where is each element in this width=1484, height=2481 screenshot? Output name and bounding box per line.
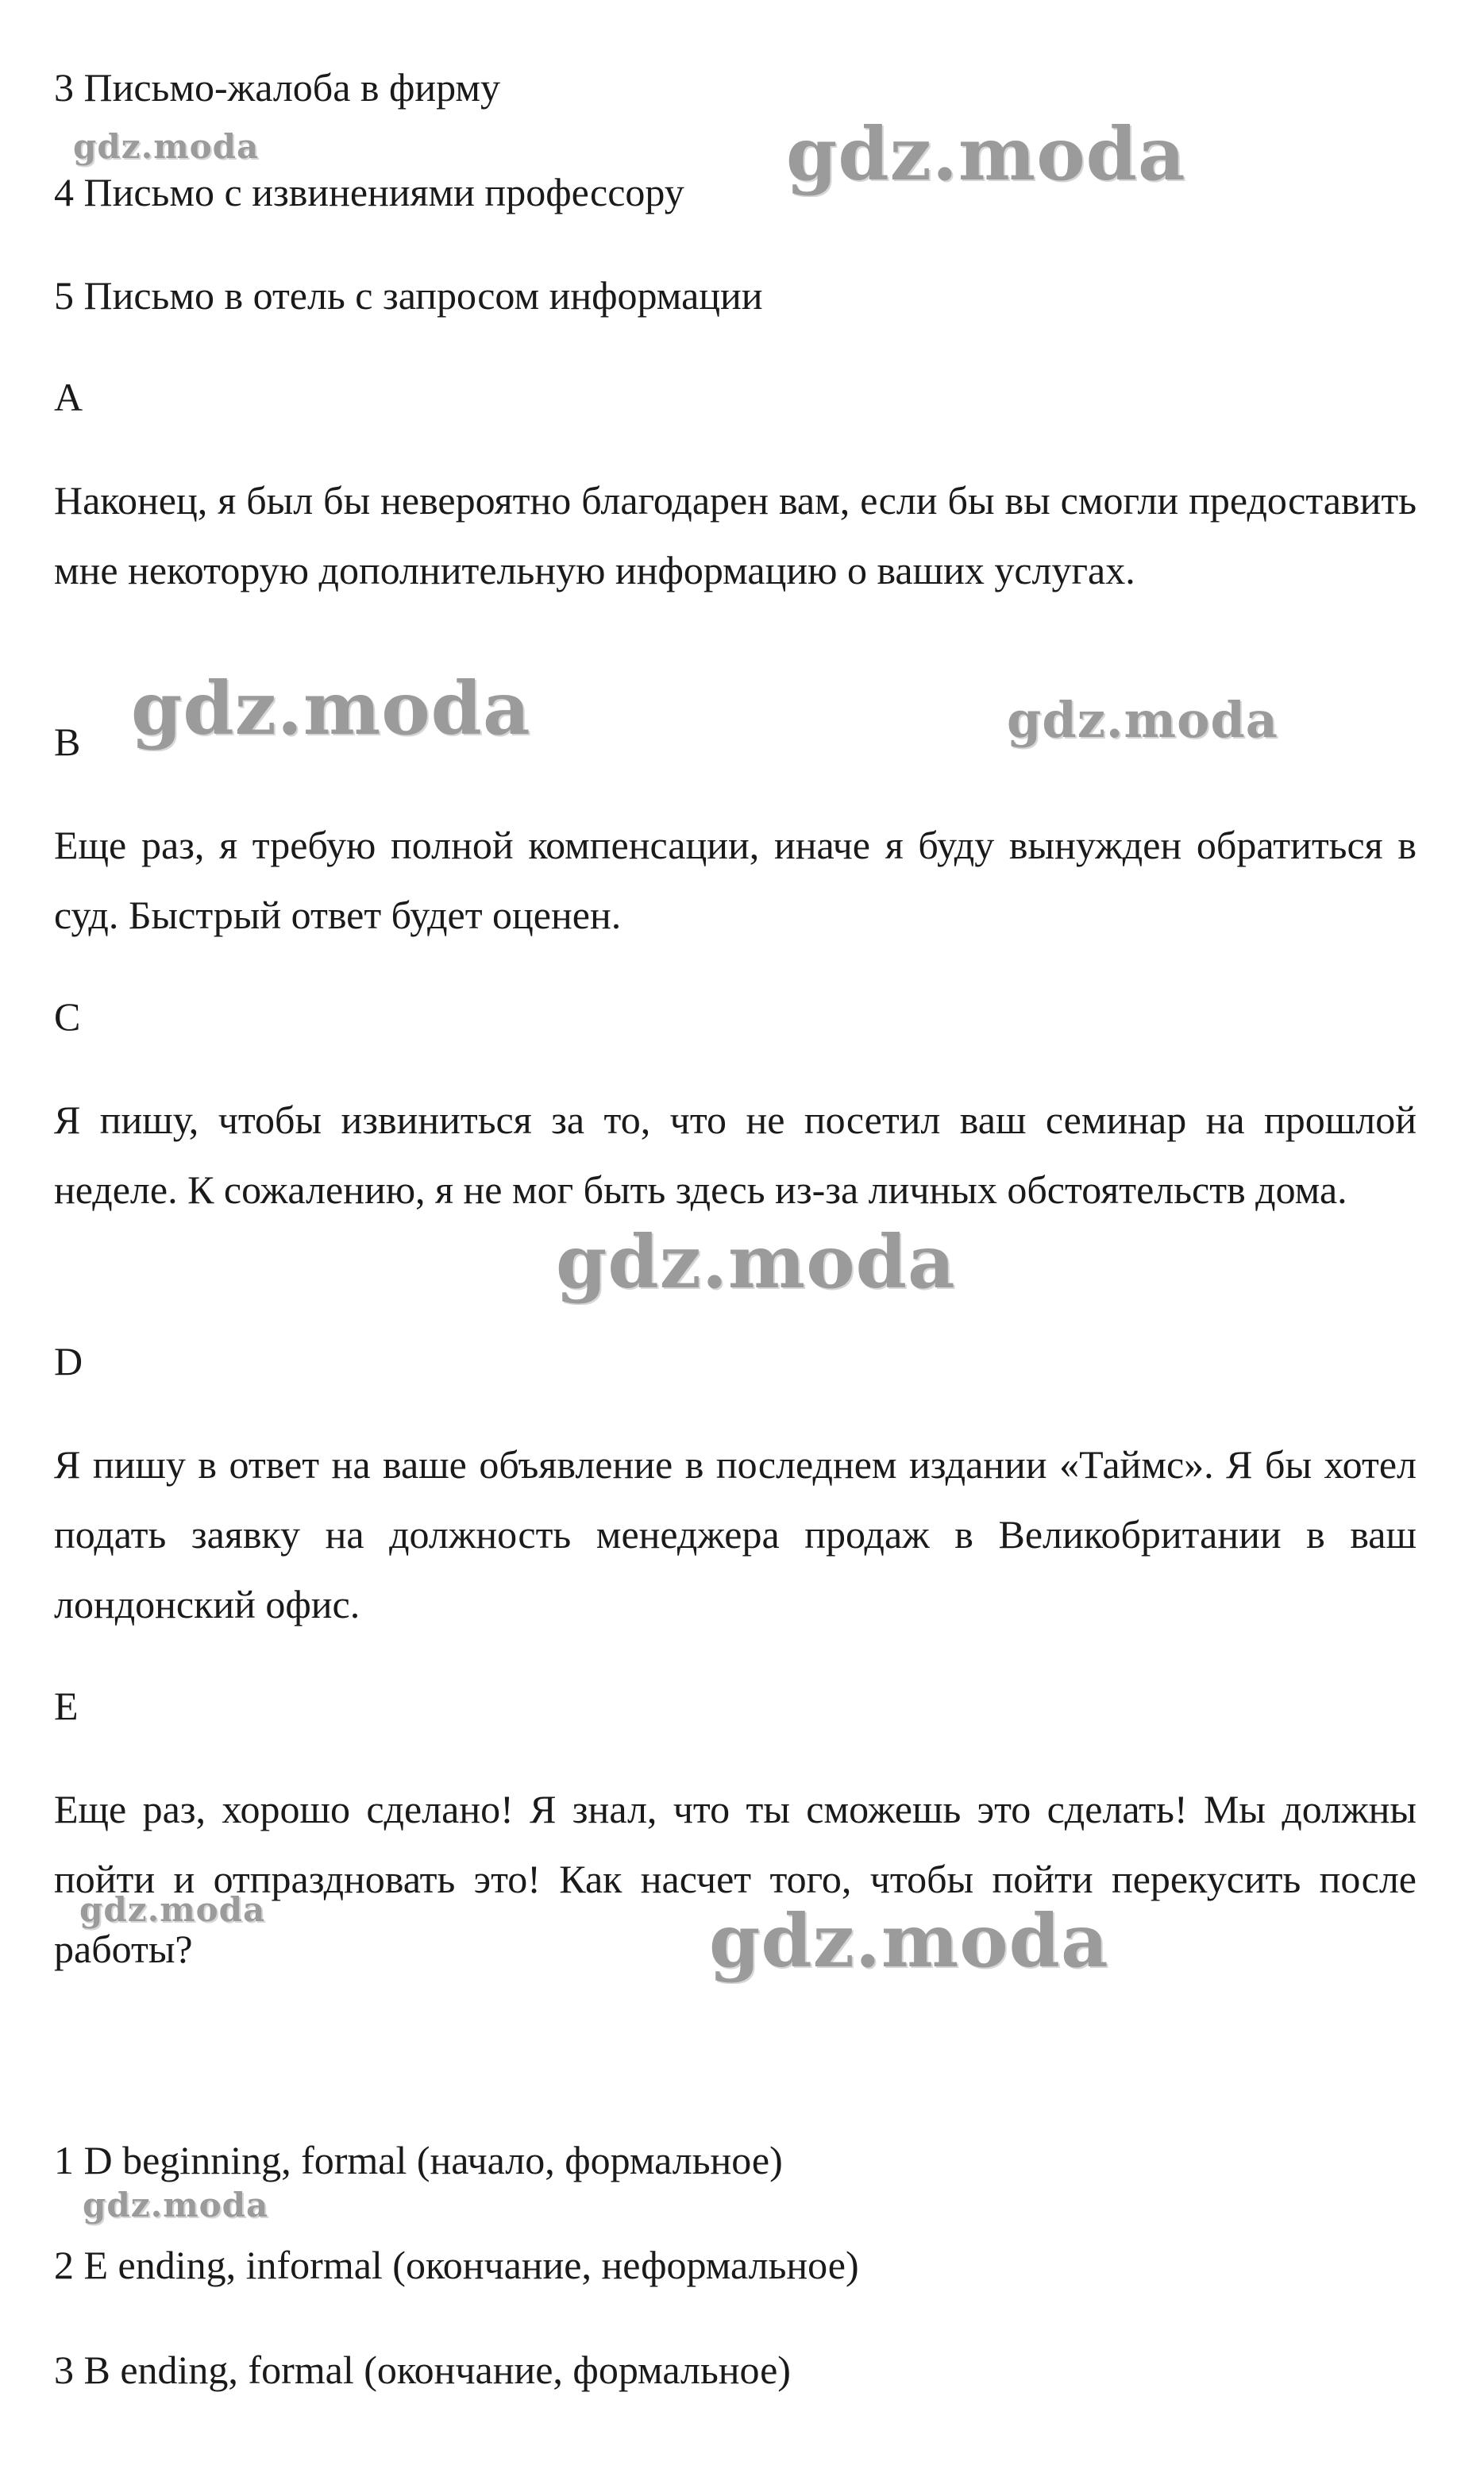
list-item: 4 Письмо с извинениями профессору [54,170,684,214]
section-letter-d: D [54,1339,83,1383]
section-text-b: Еще раз, я требую полной компенсации, иначе я буду вынужден обратиться в суд. Быстрый ответ будет оценен. [54,823,1417,937]
answer-line: 1 D beginning, formal (начало, формальное) [54,2138,783,2182]
list-item: 3 Письмо-жалоба в фирму [54,65,501,110]
section-letter-a: A [54,375,83,419]
answer-line: 2 E ending, informal (окончание, неформальное) [54,2243,859,2287]
watermark: gdz.moda [79,1890,266,1929]
section-letter-b: B [54,720,81,764]
watermark: gdz.moda [556,1219,956,1305]
list-item: 5 Письмо в отель с запросом информации [54,273,763,318]
watermark: gdz.moda [83,2186,269,2224]
answer-line: 3 B ending, formal (окончание, формальное) [54,2348,791,2392]
section-text-c: Я пишу, чтобы извиниться за то, что не посетил ваш семинар на прошлой неделе. К сожалению, я не мог быть здесь из-за личных обстоятельств дома. [54,1098,1417,1212]
section-text-d: Я пишу в ответ на ваше объявление в последнем издании «Таймс». Я бы хотел подать заявку на должность менеджера продаж в Великобритании в ваш лондонский офис. [54,1442,1417,1626]
section-text-e: Еще раз, хорошо сделано! Я знал, что ты сможешь это сделать! Мы должны пойти и отпраздновать это! Как насчет того, чтобы пойти перекусить после работы? [54,1787,1417,1971]
watermark: gdz.moda [73,127,260,166]
watermark: gdz.moda [1007,691,1278,749]
section-letter-e: E [54,1684,79,1728]
watermark: gdz.moda [131,666,531,751]
section-text-a: Наконец, я был бы невероятно благодарен вам, если бы вы смогли предоставить мне некоторую дополнительную информацию о ваших услугах. [54,478,1417,592]
watermark: gdz.moda [709,1898,1109,1984]
section-letter-c: C [54,994,81,1039]
watermark: gdz.moda [786,111,1186,197]
